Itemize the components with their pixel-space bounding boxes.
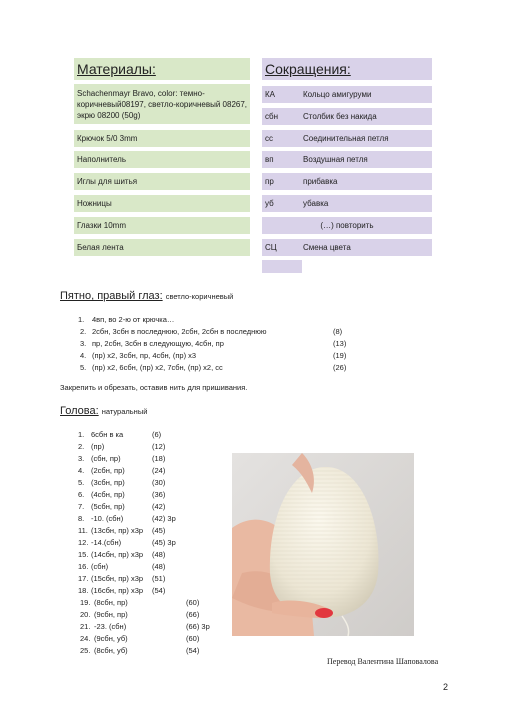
row-text: -10. (сбн) bbox=[91, 514, 124, 523]
list-item bbox=[80, 351, 86, 360]
row-number: 24. bbox=[80, 634, 91, 643]
row-count: (66) 3р bbox=[186, 622, 210, 631]
row-count: (24) bbox=[152, 466, 166, 475]
row-count: (54) bbox=[186, 646, 200, 655]
row-count: (13) bbox=[333, 339, 347, 348]
row-number: 8. bbox=[78, 514, 85, 523]
list-item bbox=[92, 315, 174, 324]
row-text: 6сбн в ка bbox=[91, 430, 124, 439]
row-count: (12) bbox=[152, 442, 166, 451]
abbreviation-row bbox=[262, 195, 432, 212]
abbreviation-value: Воздушная петля bbox=[303, 155, 368, 164]
row-text: (13сбн, пр) х3р bbox=[91, 526, 144, 535]
row-number: 11. bbox=[78, 526, 88, 535]
row-number: 20. bbox=[80, 610, 91, 619]
row-text: (8сбн, уб) bbox=[94, 646, 128, 655]
row-count: (54) bbox=[152, 586, 166, 595]
materials-title: Материалы: bbox=[74, 58, 250, 80]
row-count: (48) bbox=[152, 550, 166, 559]
row-number: 12. bbox=[78, 538, 89, 547]
spot-title: Пятно, правый глаз: bbox=[60, 290, 163, 302]
row-count: (51) bbox=[152, 574, 166, 583]
abbreviation-row bbox=[262, 217, 432, 234]
material-item-needles: Иглы для шитья bbox=[74, 173, 250, 190]
row-number: 1. bbox=[78, 430, 85, 439]
abbreviation-key: КА bbox=[265, 90, 275, 99]
row-text: (9сбн, уб) bbox=[94, 634, 128, 643]
abbreviation-key: сбн bbox=[265, 112, 278, 121]
abbreviation-row bbox=[262, 151, 432, 168]
row-count: (42) bbox=[152, 502, 166, 511]
abbreviation-row bbox=[262, 239, 432, 256]
row-number: 18. bbox=[78, 586, 89, 595]
row-number: 4. bbox=[78, 466, 85, 475]
row-number: 3. bbox=[80, 339, 87, 348]
row-count: (36) bbox=[152, 490, 166, 499]
abbreviations-title: Сокращения: bbox=[262, 58, 432, 80]
material-item-hook: Крючок 5/0 3mm bbox=[74, 130, 250, 147]
row-number: 6. bbox=[78, 490, 85, 499]
row-text: (пр) х2, 3сбн, пр, 4сбн, (пр) х3 bbox=[92, 351, 197, 360]
row-text: (пр) х2, 6сбн, (пр) х2, 7сбн, (пр) х2, сс bbox=[92, 363, 223, 372]
row-count: (60) bbox=[186, 634, 200, 643]
list-item bbox=[80, 363, 86, 372]
translator-credit: Перевод Валентина Шаповалова bbox=[327, 657, 439, 666]
row-number: 5. bbox=[80, 363, 87, 372]
head-section-title bbox=[60, 405, 147, 417]
abbreviation-row bbox=[262, 86, 432, 103]
row-number: 5. bbox=[78, 478, 85, 487]
row-text: (8сбн, пр) bbox=[94, 598, 128, 607]
row-number: 15. bbox=[78, 550, 89, 559]
row-text: (9сбн, пр) bbox=[94, 610, 128, 619]
row-count: (48) bbox=[152, 562, 166, 571]
row-count: (60) bbox=[186, 598, 200, 607]
material-item-eyes: Глазки 10mm bbox=[74, 217, 250, 234]
row-number: 17. bbox=[78, 574, 89, 583]
row-text: -23. (сбн) bbox=[94, 622, 127, 631]
row-number: 1. bbox=[78, 315, 85, 324]
row-number: 21. bbox=[80, 622, 91, 631]
abbreviation-value: Смена цвета bbox=[303, 243, 351, 252]
row-text: (5сбн, пр) bbox=[91, 502, 125, 511]
material-item-scissors: Ножницы bbox=[74, 195, 250, 212]
list-item bbox=[92, 363, 223, 372]
row-count: (45) 3р bbox=[152, 538, 176, 547]
row-count: (8) bbox=[333, 327, 343, 336]
abbreviation-value: Кольцо амигуруми bbox=[303, 90, 372, 99]
row-number: 7. bbox=[78, 502, 85, 511]
abbreviation-key: пр bbox=[265, 177, 274, 186]
row-count: (66) bbox=[186, 610, 200, 619]
row-count: (42) 3р bbox=[152, 514, 176, 523]
row-number: 4. bbox=[80, 351, 87, 360]
hand-holding-crochet-head-image bbox=[232, 453, 414, 636]
row-text: 2сбн, 3сбн в последнюю, 2сбн, 2сбн в последнюю bbox=[92, 327, 267, 336]
list-item bbox=[80, 339, 86, 348]
row-count: (6) bbox=[152, 430, 162, 439]
row-text: (сбн, пр) bbox=[91, 454, 121, 463]
list-item bbox=[80, 327, 86, 336]
row-text: (пр) bbox=[91, 442, 105, 451]
list-item bbox=[333, 339, 346, 348]
abbreviation-row bbox=[262, 130, 432, 147]
abbreviation-row bbox=[262, 108, 432, 125]
row-text: (14сбн, пр) х3р bbox=[91, 550, 144, 559]
row-count: (18) bbox=[152, 454, 166, 463]
row-number: 19. bbox=[80, 598, 91, 607]
page-number: 2 bbox=[443, 682, 449, 692]
row-count: (30) bbox=[152, 478, 166, 487]
abbreviation-key: вп bbox=[265, 155, 274, 164]
row-number: 3. bbox=[78, 454, 85, 463]
row-text: (сбн) bbox=[91, 562, 109, 571]
abbreviation-key: СЦ bbox=[265, 243, 277, 252]
material-item-ribbon: Белая лента bbox=[74, 239, 250, 256]
spot-subtitle: светло-коричневый bbox=[165, 292, 234, 301]
list-item bbox=[92, 339, 224, 348]
head-title: Голова: bbox=[60, 405, 99, 417]
list-item bbox=[333, 327, 342, 336]
abbreviation-value: прибавка bbox=[303, 177, 338, 186]
list-item bbox=[92, 327, 267, 336]
row-number: 16. bbox=[78, 562, 89, 571]
abbreviation-value: Столбик без накида bbox=[303, 112, 377, 121]
row-text: -14.(сбн) bbox=[91, 538, 122, 547]
list-item bbox=[333, 351, 346, 360]
row-count: (26) bbox=[333, 363, 347, 372]
row-text: (3сбн, пр) bbox=[91, 478, 125, 487]
list-item bbox=[78, 315, 84, 324]
row-text: (15сбн, пр) х3р bbox=[91, 574, 144, 583]
row-number: 25. bbox=[80, 646, 91, 655]
abbreviation-empty-cell bbox=[262, 260, 302, 273]
abbreviation-row bbox=[262, 173, 432, 190]
abbreviation-key: сс bbox=[265, 134, 273, 143]
list-item bbox=[333, 363, 346, 372]
abbreviation-value: Соединительная петля bbox=[303, 134, 389, 143]
material-item-stuffing: Наполнитель bbox=[74, 151, 250, 168]
row-text: 4вп, во 2-ю от крючка… bbox=[92, 315, 175, 324]
row-number: 2. bbox=[80, 327, 87, 336]
crochet-head-photo bbox=[232, 453, 414, 636]
spot-note: Закрепить и обрезать, оставив нить для пришивания. bbox=[60, 383, 248, 392]
abbreviation-key: уб bbox=[265, 199, 274, 208]
row-text: (2сбн, пр) bbox=[91, 466, 125, 475]
row-text: (4сбн, пр) bbox=[91, 490, 125, 499]
list-item bbox=[92, 351, 196, 360]
head-subtitle: натуральный bbox=[101, 407, 148, 416]
material-item-yarn: Schachenmayr Bravo, color: темно-коричневый08197, светло-коричневый 08267, экрю 08200 (50g) bbox=[74, 84, 250, 124]
row-count: (19) bbox=[333, 351, 347, 360]
row-text: (16сбн, пр) х3р bbox=[91, 586, 144, 595]
row-text: пр, 2сбн, 3сбн в следующую, 4сбн, пр bbox=[92, 339, 224, 348]
row-count: (45) bbox=[152, 526, 166, 535]
abbreviation-value: убавка bbox=[303, 199, 329, 208]
spot-section-title bbox=[60, 290, 233, 302]
row-number: 2. bbox=[78, 442, 85, 451]
abbreviation-value: (…) повторить bbox=[320, 221, 374, 230]
